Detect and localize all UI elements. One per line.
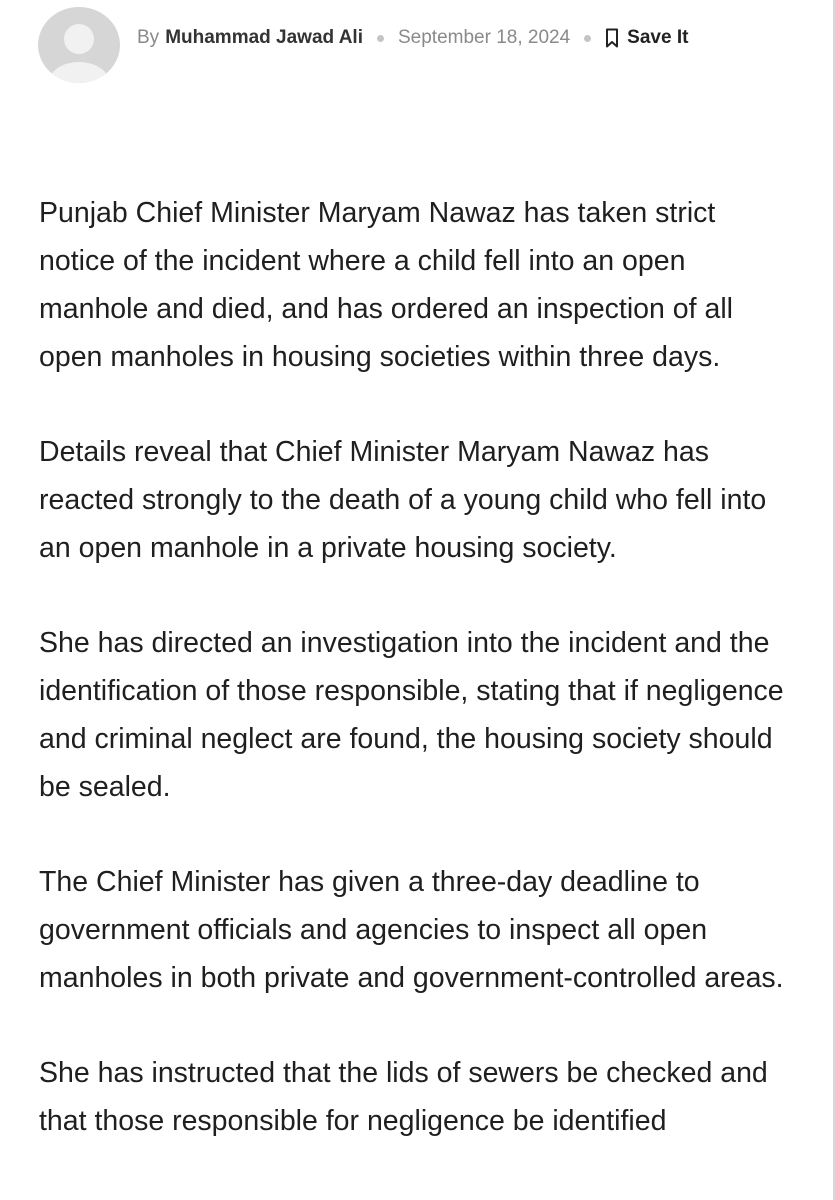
byline-meta [137, 27, 688, 49]
bookmark-icon [605, 28, 619, 48]
byline-prefix: By [137, 27, 160, 48]
separator-dot [377, 35, 384, 42]
publish-date: September 18, 2024 [397, 27, 571, 48]
author-name-link[interactable]: Muhammad Jawad Ali [165, 27, 363, 48]
author-avatar[interactable] [38, 7, 120, 83]
save-it-button[interactable] [605, 27, 688, 49]
separator-dot [584, 35, 591, 42]
article-body [39, 189, 799, 1192]
avatar-head-shape [64, 24, 94, 54]
article-byline [38, 7, 688, 83]
article-paragraph: She has instructed that the lids of sewers be checked and that those responsible for negligence be identified [39, 1057, 768, 1137]
avatar-body-shape [48, 62, 110, 83]
article-paragraph: She has directed an investigation into the incident and the identification of those responsible, stating that if negligence and criminal neglect are found, the housing society should be sealed. [39, 627, 784, 803]
article-paragraph: Punjab Chief Minister Maryam Nawaz has taken strict notice of the incident where a child fell into an open manhole and died, and has ordered an inspection of all open manholes in housing societies within three days. [39, 197, 733, 373]
article-paragraph: The Chief Minister has given a three-day deadline to government officials and agencies to inspect all open manholes in both private and government-controlled areas. [39, 866, 784, 994]
save-it-label: Save It [627, 27, 689, 48]
article-paragraph: Details reveal that Chief Minister Maryam Nawaz has reacted strongly to the death of a young child who fell into an open manhole in a private housing society. [39, 436, 767, 564]
